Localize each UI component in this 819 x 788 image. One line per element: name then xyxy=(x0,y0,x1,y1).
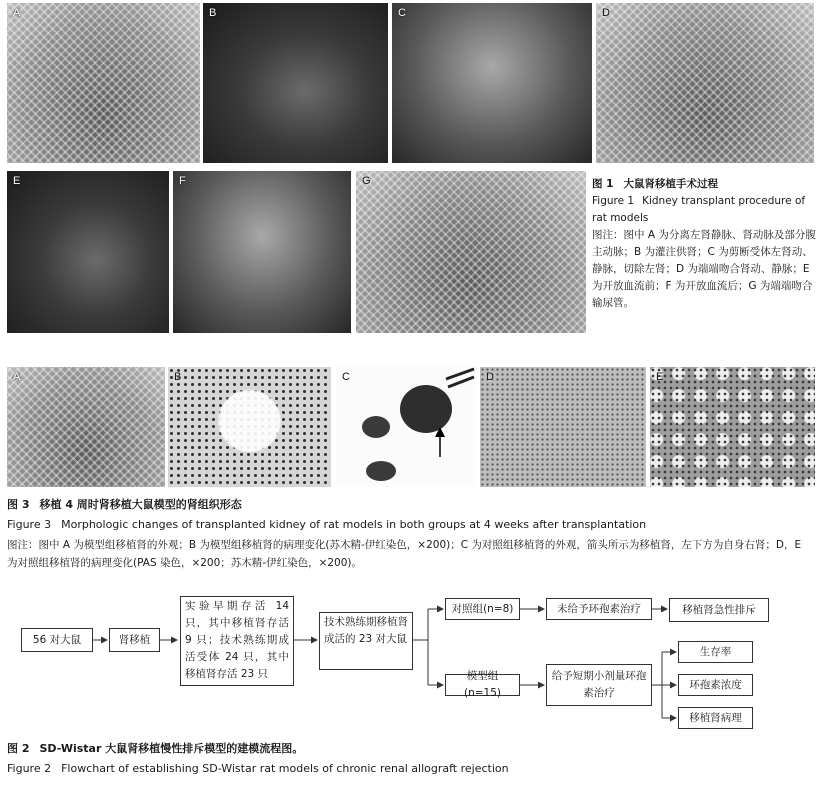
figure2-title-cn: SD-Wistar 大鼠肾移植慢性排斥模型的建模流程图。 xyxy=(39,742,304,755)
panel-label: A xyxy=(13,7,21,19)
panel-label: D xyxy=(602,7,610,19)
figure3-title-en: Morphologic changes of transplanted kidney of rat models in both groups at 4 weeks after transplantation xyxy=(61,518,647,531)
flow-box-control-group: 对照组(n=8) xyxy=(445,598,520,620)
figure1-title-cn: 大鼠肾移植手术过程 xyxy=(623,178,718,190)
flow-box-control-outcome: 移植肾急性排斥 xyxy=(669,598,769,622)
figure1-note: 图注：图中 A 为分离左肾静脉、肾动脉及部分腹主动脉；B 为灌注供肾；C 为剪断受体左肾动、静脉，切除左肾；D 为端端吻合肾动、静脉；E 为开放血流前；F 为开放血流后；G 为端端吻合输尿管。 xyxy=(592,229,816,309)
panel-label: F xyxy=(179,175,186,187)
figure2-caption-en: Figure 2 Flowchart of establishing SD-Wistar rat models of chronic renal allograft rejection xyxy=(7,762,509,775)
flow-box-model-group: 模型组(n=15) xyxy=(445,674,520,696)
flow-box-transplant: 肾移植 xyxy=(109,628,160,652)
flow-box-control-treatment: 未给予环孢素治疗 xyxy=(546,598,652,620)
figure2-title-en: Flowchart of establishing SD-Wistar rat models of chronic renal allograft rejection xyxy=(61,762,509,775)
figure2-caption-cn: 图 2 SD-Wistar 大鼠肾移植慢性排斥模型的建模流程图。 xyxy=(7,742,304,755)
flow-box-model-treatment: 给予短期小剂量环孢素治疗 xyxy=(546,664,652,706)
panel-label: G xyxy=(362,175,371,187)
flow-box-cyclosporine-level: 环孢素浓度 xyxy=(678,674,753,696)
figure1-title-en: Kidney transplant procedure of rat models xyxy=(592,195,806,224)
figure3-caption-cn: 图 3 移植 4 周时肾移植大鼠模型的肾组织形态 xyxy=(7,498,242,511)
figure1-number-cn: 图 1 xyxy=(592,178,614,190)
figure3-note: 图注：图中 A 为模型组移植肾的外观；B 为模型组移植肾的病理变化(苏木精-伊红染色，×200)；C 为对照组移植肾的外观，箭头所示为移植肾，左下方为自身右肾；D，E 为对照组移植肾的病理变化(PAS 染色，×200；苏木精-伊红染色，×200)。 xyxy=(7,539,802,569)
panel-label: E xyxy=(656,371,664,383)
panel-label: C xyxy=(342,371,350,383)
flow-box-early-survival: 实验早期存活 14 只，其中移植肾存活 9 只；技术熟练期成活受体 24 只，其中移植肾存活 23 只 xyxy=(180,596,294,686)
flow-box-start: 56 对大鼠 xyxy=(21,628,93,652)
panel-label: E xyxy=(13,175,21,187)
flow-box-graft-pathology: 移植肾病理 xyxy=(678,707,753,729)
panel-label: D xyxy=(486,371,494,383)
panel-label: B xyxy=(174,371,182,383)
flow-box-survival-rate: 生存率 xyxy=(678,641,753,663)
panel-label: C xyxy=(398,7,406,19)
panel-label: A xyxy=(13,371,21,383)
flow-box-skilled-period: 技术熟练期移植肾成活的 23 对大鼠 xyxy=(319,612,413,670)
figure3-caption-en: Figure 3 Morphologic changes of transplanted kidney of rat models in both groups at 4 weeks after transplantation xyxy=(7,518,647,531)
figure3-title-cn: 移植 4 周时肾移植大鼠模型的肾组织形态 xyxy=(39,498,242,511)
panel-label: B xyxy=(209,7,217,19)
figure1-number-en: Figure 1 xyxy=(592,195,635,207)
